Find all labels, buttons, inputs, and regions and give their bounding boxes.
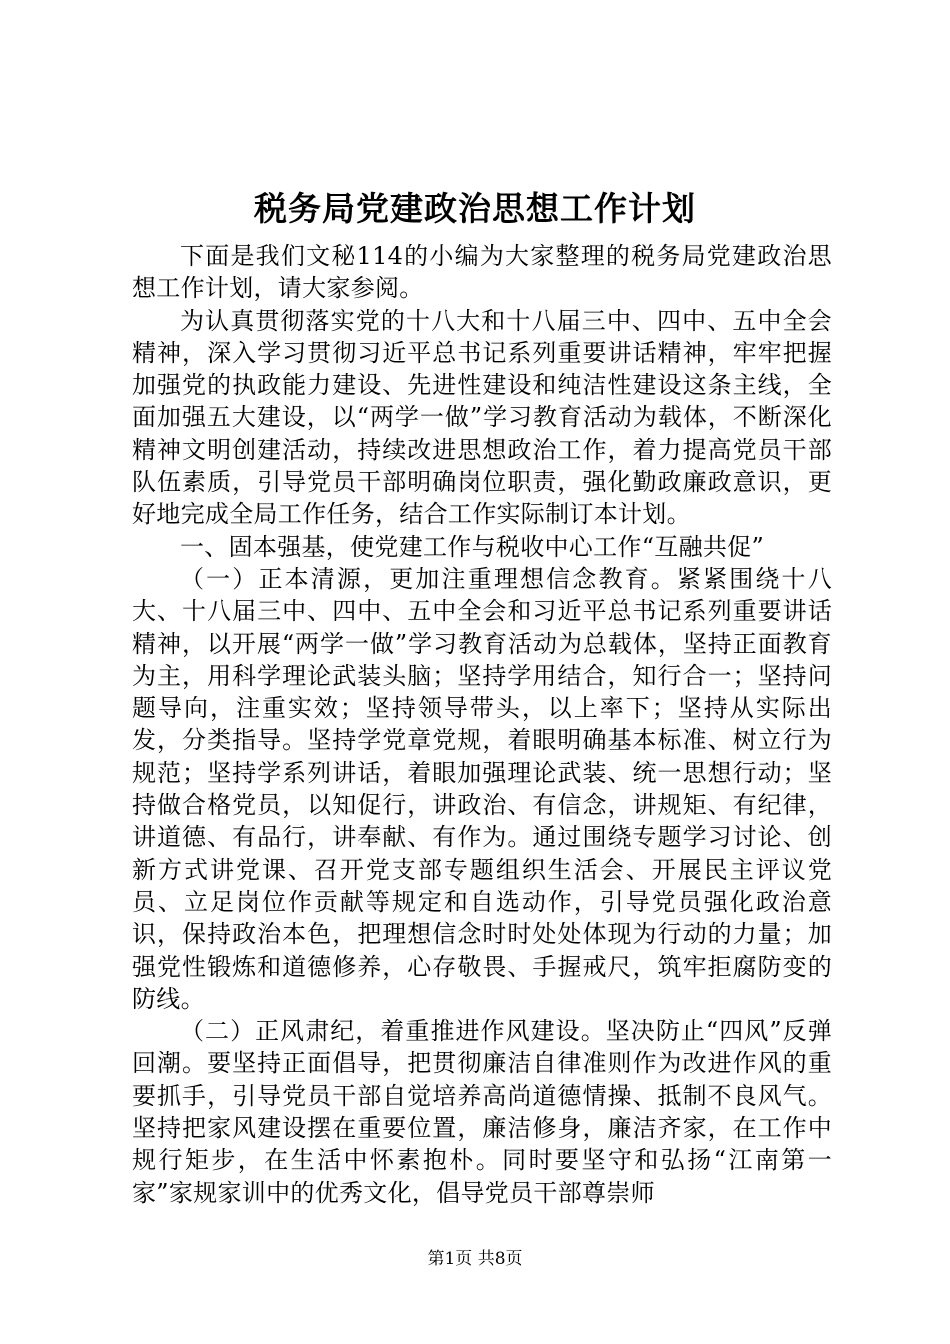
document-body [132, 240, 832, 1209]
document-title: 税务局党建政治思想工作计划 [254, 189, 696, 228]
paragraph-intro: 下面是我们文秘114的小编为大家整理的税务局党建政治思想工作计划，请大家参阅。 [132, 242, 832, 303]
paragraph-subsection-1: （一）正本清源，更加注重理想信念教育。紧紧围绕十八大、十八届三中、四中、五中全会和习近平总书记系列重要讲话精神，以开展“两学一做”学习教育活动为总载体，坚持正面教育为主，用科学理论武装头脑；坚持学用结合，知行合一；坚持问题导向，注重实效；坚持领导带头，以上率下；坚持从实际出发，分类指导。坚持学党章党规，着眼明确基本标准、树立行为规范；坚持学系列讲话，着眼加强理论武装、统一思想行动；坚持做合格党员，以知促行，讲政治、有信念，讲规矩、有纪律，讲道德、有品行，讲奉献、有作为。通过围绕专题学习讨论、创新方式讲党课、召开党支部专题组织生活会、开展民主评议党员、立足岗位作贡献等规定和自选动作，引导党员强化政治意识，保持政治本色，把理想信念时时处处体现为行动的力量；加强党性锻炼和道德修养，心存敬畏、手握戒尺，筑牢拒腐防变的防线。 [132, 564, 832, 1013]
paragraph-purpose: 为认真贯彻落实党的十八大和十八届三中、四中、五中全会精神，深入学习贯彻习近平总书记系列重要讲话精神，牢牢把握加强党的执政能力建设、先进性建设和纯洁性建设这条主线，全面加强五大建设，以“两学一做”学习教育活动为载体，不断深化精神文明创建活动，持续改进思想政治工作，着力提高党员干部队伍素质，引导党员干部明确岗位职责，强化勤政廉政意识，更好地完成全局工作任务，结合工作实际制订本计划。 [132, 306, 832, 529]
page-footer: 第1页 共8页 [427, 1249, 523, 1269]
section-heading-1: 一、固本强基，使党建工作与税收中心工作“互融共促” [180, 532, 765, 561]
paragraph-subsection-2: （二）正风肃纪，着重推进作风建设。坚决防止“四风”反弹回潮。要坚持正面倡导，把贯彻廉洁自律准则作为改进作风的重要抓手，引导党员干部自觉培养高尚道德情操、抵制不良风气。坚持把家风建设摆在重要位置，廉洁修身，廉洁齐家，在工作中规行矩步，在生活中怀素抱朴。同时要坚守和弘扬“江南第一家”家规家训中的优秀文化，倡导党员干部尊崇师 [132, 1017, 832, 1207]
